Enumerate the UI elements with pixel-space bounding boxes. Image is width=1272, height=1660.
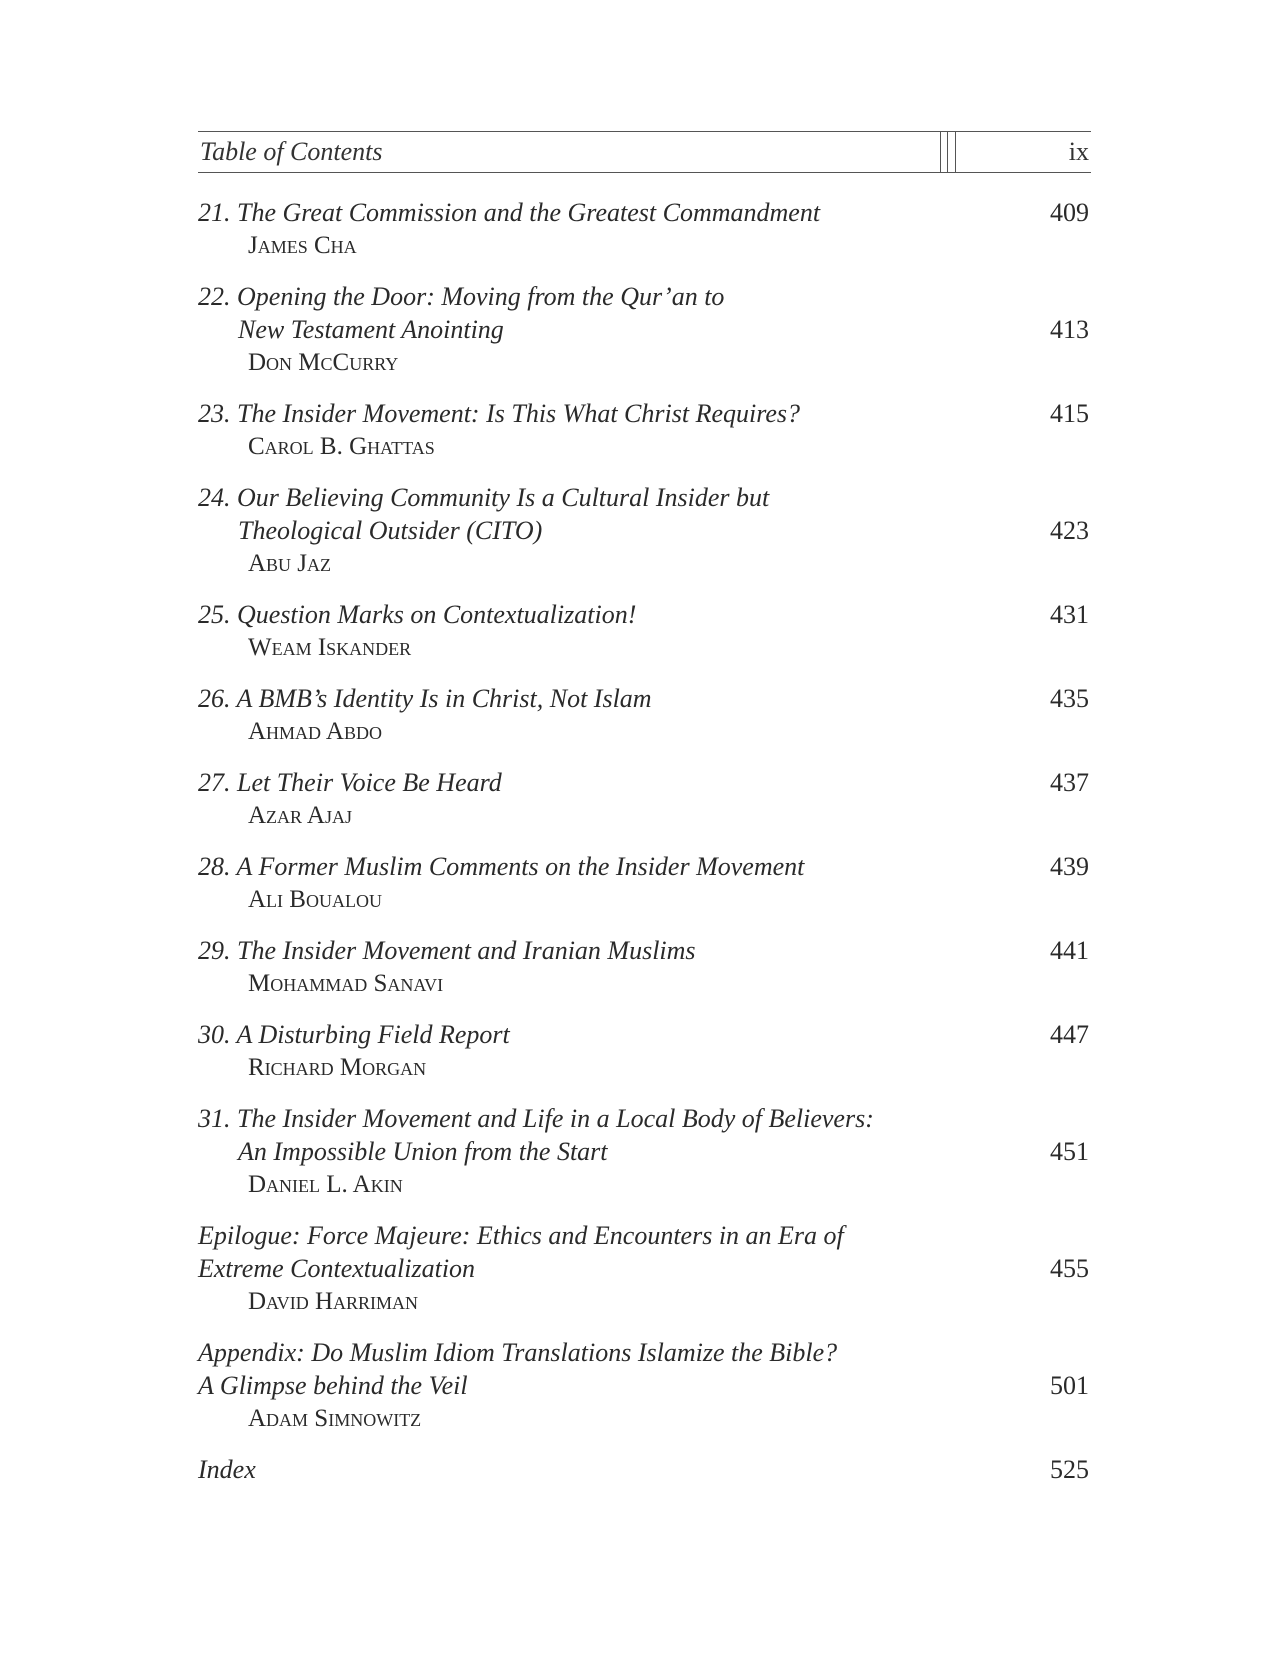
entry-title-line: 29. The Insider Movement and Iranian Muslims <box>198 936 696 965</box>
entry-page-number: 455 <box>1050 1254 1089 1283</box>
entry-title-line: 22. Opening the Door: Moving from the Qur’an to <box>198 282 725 311</box>
entry-author: Adam Simnowitz <box>248 1405 422 1432</box>
entry-page-number: 439 <box>1050 852 1089 881</box>
entry-title <box>198 481 998 547</box>
entry-title <box>198 397 998 430</box>
entry-title <box>198 196 998 229</box>
toc-entry[interactable] <box>198 397 1091 464</box>
entry-page-number: 441 <box>1050 936 1089 965</box>
entry-title <box>198 280 998 346</box>
toc-entry[interactable] <box>198 766 1091 833</box>
entry-page-number: 501 <box>1050 1371 1089 1400</box>
toc-entry[interactable] <box>198 1102 1091 1202</box>
entry-author: Don McCurry <box>248 349 399 376</box>
entry-title <box>198 598 998 631</box>
entry-author: Richard Morgan <box>248 1054 427 1081</box>
entry-page-number: 415 <box>1050 399 1089 428</box>
entry-title <box>198 934 998 967</box>
entry-page-number: 413 <box>1050 315 1089 344</box>
entry-author: Abu Jaz <box>248 550 332 577</box>
entry-title-line: Index <box>198 1455 256 1484</box>
entry-title <box>198 682 998 715</box>
entry-title <box>198 1453 998 1486</box>
entry-author: Weam Iskander <box>248 634 412 661</box>
toc-entry[interactable] <box>198 682 1091 749</box>
entry-title-line: Epilogue: Force Majeure: Ethics and Encounters in an Era of <box>198 1221 844 1250</box>
entry-title-line: An Impossible Union from the Start <box>238 1137 608 1166</box>
entry-page-number: 525 <box>1050 1455 1089 1484</box>
table-of-contents <box>198 196 1091 1503</box>
header-rule-ornament <box>940 132 956 172</box>
entry-title-line: 24. Our Believing Community Is a Cultural Insider but <box>198 483 770 512</box>
entry-author: James Cha <box>248 232 357 259</box>
toc-entry[interactable] <box>198 280 1091 380</box>
page-number: ix <box>1068 137 1089 166</box>
toc-entry[interactable] <box>198 598 1091 665</box>
entry-title <box>198 1219 998 1285</box>
entry-title-line: 27. Let Their Voice Be Heard <box>198 768 502 797</box>
entry-title-line: A Glimpse behind the Veil <box>198 1371 468 1400</box>
entry-title-line: 31. The Insider Movement and Life in a Local Body of Believers: <box>198 1104 874 1133</box>
entry-title-line: Appendix: Do Muslim Idiom Translations Islamize the Bible? <box>198 1338 838 1367</box>
entry-page-number: 435 <box>1050 684 1089 713</box>
toc-entry[interactable] <box>198 1219 1091 1319</box>
entry-title-line: 26. A BMB’s Identity Is in Christ, Not Islam <box>198 684 652 713</box>
entry-page-number: 431 <box>1050 600 1089 629</box>
entry-author: Carol B. Ghattas <box>248 433 435 460</box>
entry-author: Ahmad Abdo <box>248 718 382 745</box>
running-title: Table of Contents <box>200 137 383 166</box>
toc-entry[interactable] <box>198 1336 1091 1436</box>
toc-entry[interactable] <box>198 934 1091 1001</box>
entry-title-line: 23. The Insider Movement: Is This What Christ Requires? <box>198 399 801 428</box>
entry-title <box>198 1018 998 1051</box>
running-header <box>198 131 1091 173</box>
entry-title-line: 28. A Former Muslim Comments on the Insider Movement <box>198 852 805 881</box>
entry-title <box>198 1336 998 1402</box>
entry-title-line: 25. Question Marks on Contextualization! <box>198 600 637 629</box>
toc-entry[interactable] <box>198 196 1091 263</box>
entry-author: Daniel L. Akin <box>248 1171 403 1198</box>
entry-title-line: Theological Outsider (CITO) <box>238 516 543 545</box>
entry-author: Azar Ajaj <box>248 802 352 829</box>
entry-title-line: 21. The Great Commission and the Greatest Commandment <box>198 198 821 227</box>
entry-title <box>198 850 998 883</box>
entry-page-number: 437 <box>1050 768 1089 797</box>
entry-author: Ali Boualou <box>248 886 382 913</box>
entry-title-line: New Testament Anointing <box>238 315 504 344</box>
entry-author: Mohammad Sanavi <box>248 970 444 997</box>
toc-entry[interactable] <box>198 1018 1091 1085</box>
entry-author: David Harriman <box>248 1288 419 1315</box>
entry-title <box>198 1102 998 1168</box>
entry-title <box>198 766 998 799</box>
entry-page-number: 409 <box>1050 198 1089 227</box>
entry-title-line: 30. A Disturbing Field Report <box>198 1020 510 1049</box>
toc-entry[interactable] <box>198 1453 1091 1486</box>
entry-title-line: Extreme Contextualization <box>198 1254 476 1283</box>
toc-entry[interactable] <box>198 481 1091 581</box>
entry-page-number: 423 <box>1050 516 1089 545</box>
toc-entry[interactable] <box>198 850 1091 917</box>
entry-page-number: 447 <box>1050 1020 1089 1049</box>
entry-page-number: 451 <box>1050 1137 1089 1166</box>
